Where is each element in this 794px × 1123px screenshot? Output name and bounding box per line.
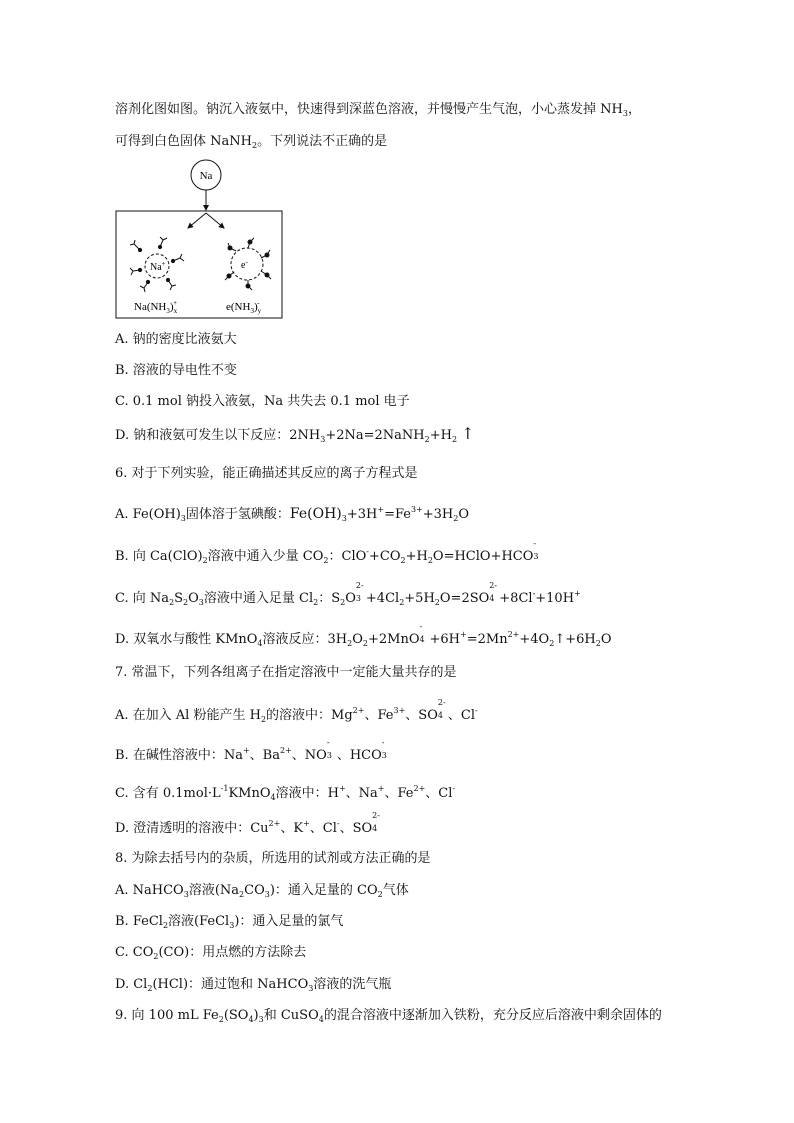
right-caption: $e(NH_3)_y-$ — [226, 299, 262, 315]
solvation-diagram — [110, 158, 290, 320]
left-caption: $Na(NH_3)_x+$ — [134, 299, 178, 315]
q7-title: 7. 常温下，下列各组离子在指定溶液中一定能大量共存的是 — [115, 665, 457, 680]
q8-option-c: C. $CO_2(CO)$：用点燃的方法除去 — [115, 945, 307, 961]
q9-text: 9. 向 100 mL $Fe_2(SO_4)_3$和 CuSO$_4$的混合溶液中逐渐加入铁粉，充分反应后溶液中剩余固体的 — [115, 1008, 662, 1024]
q7-option-a: A. 在加入 Al 粉能产生 $H_2$的溶液中：$Mg^{2+}$、$Fe^{3+}$、SO 2- 4 、Cl- — [115, 698, 478, 724]
q6-option-d: D. 双氧水与酸性 KMnO$_4$溶液反应：$3H_2O_2+2MnO$ - 4 $+6H^+=2Mn^{2+}+4O_2↑+6H_2O$ — [115, 622, 612, 648]
electron-center: e- — [241, 258, 248, 271]
q8-option-d: D. $Cl_2(HCl)$：通过饱和 NaHCO$_3$溶液的洗气瓶 — [115, 977, 392, 993]
q8-title: 8. 为除去括号内的杂质，所选用的试剂或方法正确的是 — [115, 851, 431, 866]
q7-option-b: B. 在碱性溶液中：Na+、$Ba^{2+}$、NO - 3 、HCO - 3 — [115, 738, 387, 763]
na-plus-center: Na+ — [150, 260, 166, 273]
q6-option-c: C. 向 $Na_2S_2O_3$溶液中通入足量 $Cl_2$：$S_2O$ 2- 3 $+4Cl_2+5H_2O=2SO$ 2- 4 +8Cl-+10H+ — [115, 581, 581, 607]
q6-option-a: A. $Fe(OH)_3$固体溶于氢碘酸：$Fe(OH)_3+3H^+=Fe^{3+}+3H_2O$ — [115, 505, 470, 523]
q8-option-a: A. NaHCO$_3$溶液$(Na_2CO_3)$：通入足量的 $CO_2$气体 — [115, 883, 409, 899]
q5-option-b: B. 溶液的导电性不变 — [115, 363, 237, 378]
q5-option-a: A. 钠的密度比液氨大 — [115, 332, 237, 347]
q5-option-c: C. 0.1 mol 钠投入液氨，Na 共失去 0.1 mol 电子 — [115, 394, 410, 409]
intro-line-2: 可得到白色固体 NaNH$_2$。下列说法不正确的是 — [115, 134, 388, 150]
q8-option-b: B. FeCl$_2$溶液(FeCl$_3$)：通入足量的氯气 — [115, 914, 344, 930]
intro-line-1: 溶剂化图如图。钠沉入液氨中，快速得到深蓝色溶液，并慢慢产生气泡，小心蒸发掉 $NH_3$， — [115, 102, 641, 118]
q6-title: 6. 对于下列实验，能正确描述其反应的离子方程式是 — [115, 466, 418, 481]
q7-option-c: C. 含有 $0.1mol\cdot L^{-1}KMnO_4$溶液中：H+、Na+、$Fe^{2+}$、Cl- — [115, 784, 456, 802]
q7-option-d: D. 澄清透明的溶液中：$Cu^{2+}$、K+、Cl-、SO 2- 4 — [115, 811, 380, 836]
q6-option-b: B. 向 $Ca(ClO)_2$溶液中通入少量 $CO_2$：$ClO^-+CO_2+H_2O=HClO+HCO$ - 3 — [115, 539, 539, 565]
na-atom-label: Na — [199, 170, 213, 182]
q5-option-d: D. 钠和液氨可发生以下反应：$2NH_3+2Na=2NaNH_2+H_2$ ↑ — [115, 424, 475, 444]
